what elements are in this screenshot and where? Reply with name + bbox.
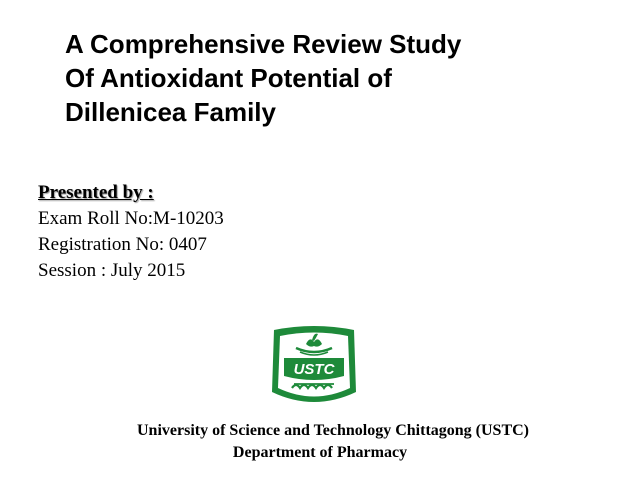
university-name: University of Science and Technology Chittagong (USTC) [136, 422, 530, 439]
title-line-2: Of Antioxidant Potential of [65, 63, 392, 93]
title-line-3: Dillenicea Family [65, 97, 276, 127]
logo-text: USTC [293, 361, 335, 378]
session: Session : July 2015 [38, 260, 186, 281]
ustc-logo-icon [266, 322, 362, 408]
registration-number: Registration No: 0407 [38, 234, 207, 255]
presenter-info [38, 180, 224, 284]
presented-by-heading: Presented by : [38, 182, 154, 203]
slide-title [65, 27, 625, 129]
exam-roll: Exam Roll No:M-10203 [38, 208, 224, 229]
ustc-emblem-svg [266, 322, 362, 408]
department-name: Department of Pharmacy [232, 444, 408, 461]
footer [0, 420, 640, 464]
title-line-1: A Comprehensive Review Study [65, 29, 462, 59]
